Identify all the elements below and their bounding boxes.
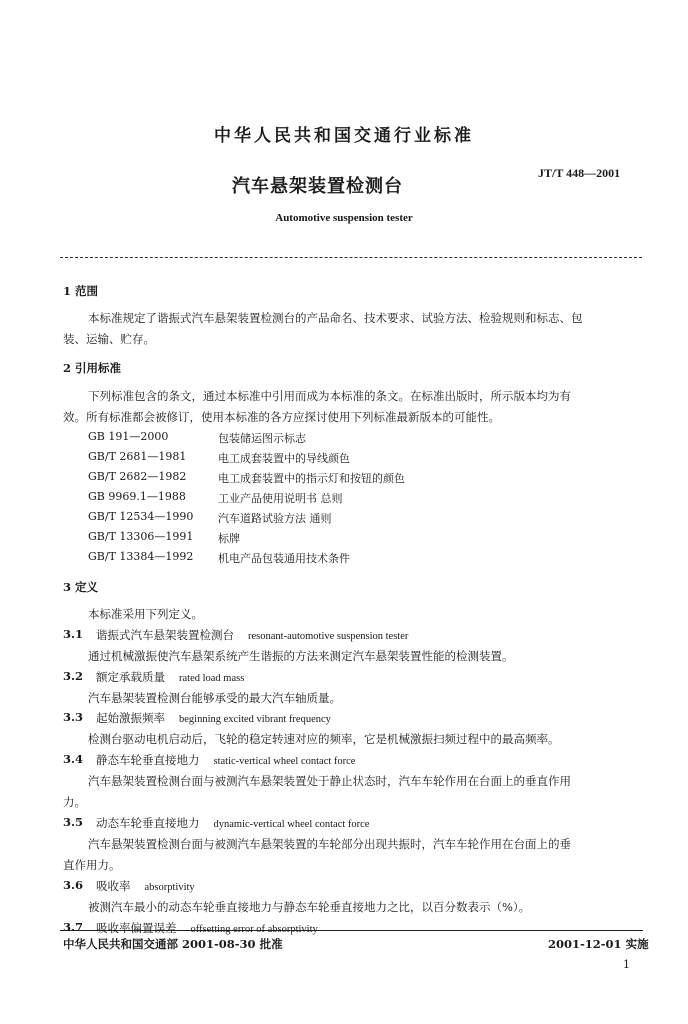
ref-title: 电工成套装置中的导线颜色 (218, 452, 350, 465)
footer-divider (60, 930, 643, 931)
ref-code: GB/T 2682—1982 (88, 470, 187, 483)
term-description: 汽车悬架装置检测台能够承受的最大汽车轴质量。 (88, 691, 341, 705)
term-number: 3.4 (63, 752, 84, 766)
term-description: 汽车悬架装置检测台面与被测汽车悬架装置处于静止状态时，汽车车轮作用在台面上的垂直作用 (88, 774, 571, 788)
ref-code: GB 9969.1—1988 (88, 490, 186, 503)
issuer-approval: 中华人民共和国交通部 2001-08-30 批准 (63, 937, 283, 951)
term-english: offsetting error of absorptivity (190, 924, 318, 935)
term-english: static-vertical wheel contact force (213, 756, 356, 767)
term-chinese: 动态车轮垂直接地力 (96, 816, 200, 830)
term-chinese: 静态车轮垂直接地力 (96, 753, 200, 767)
term-english: beginning excited vibrant frequency (179, 714, 331, 725)
term-description: 直作用力。 (63, 858, 121, 872)
term-chinese: 额定承载质量 (96, 670, 165, 684)
section-2-heading: 2 引用标准 (63, 361, 122, 375)
term-chinese: 吸收率偏置误差 (96, 921, 177, 935)
ref-title: 电工成套装置中的指示灯和按钮的颜色 (218, 472, 405, 485)
section-1-heading: 1 范围 (63, 284, 99, 298)
defs-intro: 本标准采用下列定义。 (88, 607, 203, 621)
organization-header: 中华人民共和国交通行业标准 (214, 126, 474, 146)
term-chinese: 吸收率 (96, 879, 131, 893)
page-number: 1 (623, 958, 630, 971)
term-english: resonant-automotive suspension tester (248, 631, 409, 642)
term-chinese: 谐振式汽车悬架装置检测台 (96, 628, 234, 642)
section-3-heading: 3 定义 (63, 580, 99, 594)
term-number: 3.5 (63, 815, 84, 829)
term-number: 3.2 (63, 669, 84, 683)
header-divider (60, 257, 642, 258)
english-title: Automotive suspension tester (275, 212, 413, 224)
ref-title: 标牌 (218, 532, 240, 545)
ref-title: 工业产品使用说明书 总则 (218, 492, 343, 505)
term-description: 被测汽车最小的动态车轮垂直接地力与静态车轮垂直接地力之比，以百分数表示（%）。 (88, 900, 531, 914)
ref-code: GB/T 2681—1981 (88, 450, 187, 463)
term-description: 力。 (63, 795, 86, 809)
ref-title: 机电产品包装通用技术条件 (218, 552, 350, 565)
scope-text-line-1: 本标准规定了谐振式汽车悬架装置检测台的产品命名、技术要求、试验方法、检验规则和标志、包 (88, 311, 583, 325)
term-description: 汽车悬架装置检测台面与被测汽车悬架装置的车轮部分出现共振时，汽车车轮作用在台面上的垂 (88, 837, 571, 851)
term-description: 检测台驱动电机启动后，飞轮的稳定转速对应的频率，它是机械激振扫频过程中的最高频率。 (88, 732, 560, 746)
refs-text-line-2: 效。所有标准都会被修订，使用本标准的各方应探讨使用下列标准最新版本的可能性。 (63, 410, 500, 424)
ref-code: GB/T 12534—1990 (88, 510, 194, 523)
ref-code: GB/T 13306—1991 (88, 530, 194, 543)
ref-code: GB/T 13384—1992 (88, 550, 194, 563)
document-title: 汽车悬架装置检测台 (232, 176, 403, 197)
ref-code: GB 191—2000 (88, 430, 169, 443)
standard-number: JT/T 448—2001 (538, 166, 621, 180)
term-chinese: 起始激振频率 (96, 711, 165, 725)
term-english: dynamic-vertical wheel contact force (213, 819, 370, 830)
scope-text-line-2: 装、运输、贮存。 (63, 332, 155, 346)
implementation-date: 2001-12-01 实施 (548, 937, 649, 951)
term-number: 3.3 (63, 710, 84, 724)
ref-title: 包装储运图示标志 (218, 432, 306, 445)
term-number: 3.1 (63, 627, 84, 641)
ref-title: 汽车道路试验方法 通则 (218, 512, 332, 525)
refs-text-line-1: 下列标准包含的条文，通过本标准中引用而成为本标准的条文。在标准出版时，所示版本均为有 (88, 389, 571, 403)
term-description: 通过机械激振使汽车悬架系统产生谐振的方法来测定汽车悬架装置性能的检测装置。 (88, 649, 514, 663)
term-number: 3.7 (63, 920, 84, 934)
term-english: rated load mass (179, 673, 245, 684)
term-english: absorptivity (144, 882, 195, 893)
term-number: 3.6 (63, 878, 84, 892)
